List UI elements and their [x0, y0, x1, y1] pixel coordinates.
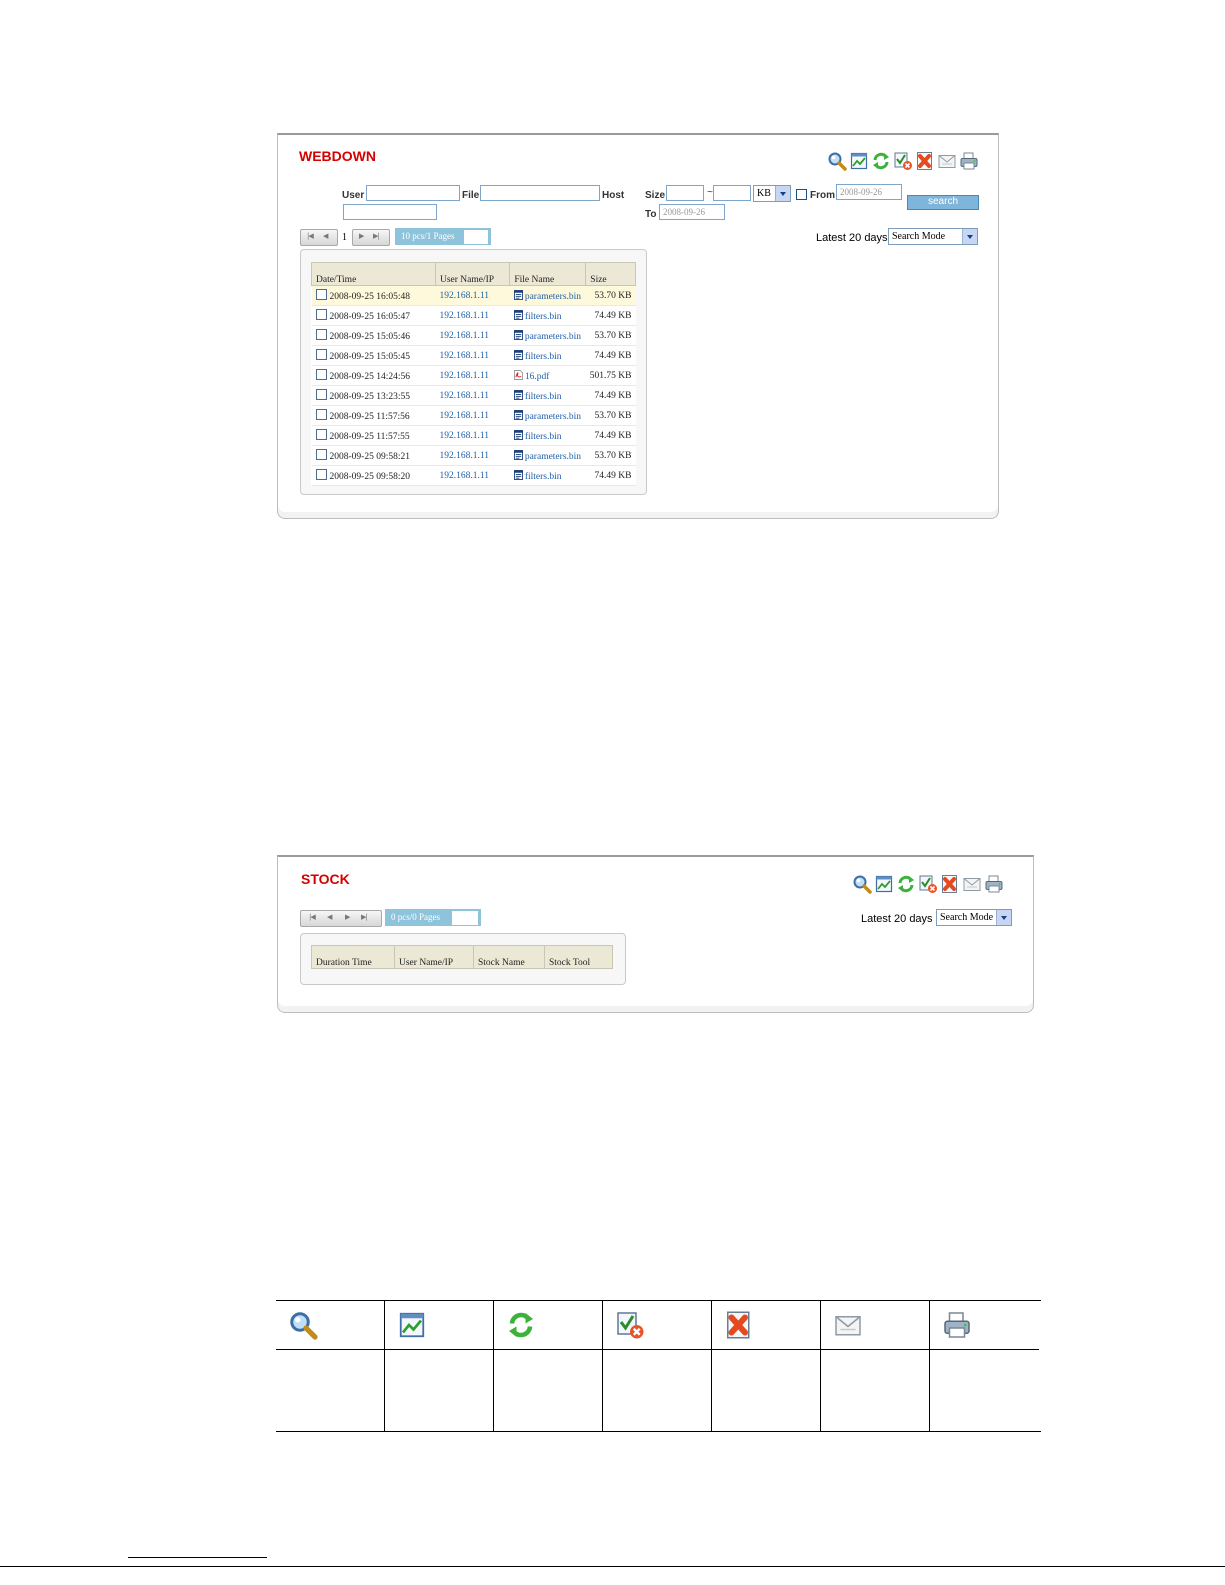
size-max-input[interactable] [713, 185, 751, 201]
footnote-separator [128, 1557, 267, 1558]
print-icon[interactable] [959, 151, 979, 171]
row-checkbox[interactable] [316, 289, 327, 300]
column-header[interactable]: File Name [510, 263, 586, 286]
refresh-icon[interactable] [871, 151, 891, 171]
column-header[interactable]: Size [586, 263, 636, 286]
page-info [385, 909, 481, 926]
refresh-icon[interactable] [896, 874, 916, 894]
filename-cell [510, 466, 586, 486]
datetime-text: 2008-09-25 11:57:56 [329, 412, 410, 422]
filename-cell [510, 326, 586, 346]
page-jump-input[interactable] [463, 229, 489, 245]
results-grid-frame [300, 249, 647, 495]
legend-description-cell [494, 1349, 603, 1431]
chevron-down-icon [775, 186, 790, 201]
ip-cell [435, 446, 509, 466]
search-icon[interactable] [827, 151, 847, 171]
size-unit-value: KB [757, 188, 771, 199]
row-checkbox[interactable] [316, 369, 327, 380]
filename-link[interactable]: 16.pdf [524, 371, 550, 382]
search-icon [288, 1310, 318, 1340]
from-label: From [810, 190, 835, 201]
user-ip-link[interactable]: 192.168.1.11 [439, 430, 489, 441]
datetime-cell [312, 426, 436, 446]
stock-panel [277, 855, 1034, 1013]
datetime-text: 2008-09-25 15:05:46 [329, 332, 410, 342]
host-label: Host [602, 190, 625, 201]
column-header[interactable]: User Name/IP [395, 946, 474, 969]
ip-cell [435, 426, 509, 446]
document-file-icon [514, 310, 523, 320]
table-row[interactable] [312, 366, 636, 386]
size-cell: 53.70 KB [586, 326, 636, 346]
datetime-cell [312, 386, 436, 406]
datetime-text: 2008-09-25 09:58:21 [329, 452, 410, 462]
datetime-cell [312, 446, 436, 466]
filename-link[interactable]: filters.bin [524, 431, 562, 442]
size-cell: 53.70 KB [586, 406, 636, 426]
filename-link[interactable]: parameters.bin [524, 451, 582, 462]
filename-cell [510, 306, 586, 326]
icon-legend-table [276, 1300, 1041, 1432]
filename-link[interactable]: parameters.bin [524, 291, 582, 302]
delete-checked-icon[interactable] [918, 874, 938, 894]
prev-page-icon[interactable]: ◀ [323, 232, 328, 240]
document-file-icon [514, 390, 523, 400]
toolbar [827, 151, 979, 171]
column-header[interactable]: Stock Tool [545, 946, 613, 969]
file-input[interactable] [480, 185, 600, 201]
size-cell: 74.49 KB [586, 386, 636, 406]
filename-cell [510, 286, 586, 306]
results-grid-frame [300, 933, 626, 985]
legend-cell [494, 1301, 603, 1349]
pager-controls[interactable] [300, 910, 382, 927]
email-icon[interactable] [962, 874, 982, 894]
legend-description-cell [821, 1349, 930, 1431]
user-ip-link[interactable]: 192.168.1.11 [439, 310, 489, 321]
legend-cell [385, 1301, 494, 1349]
filename-link[interactable]: filters.bin [524, 391, 562, 402]
next-page-icon[interactable]: ▶ [359, 232, 364, 240]
page-info [395, 228, 491, 245]
last-page-icon[interactable]: ▶| [373, 232, 379, 240]
print-icon [942, 1310, 972, 1340]
datetime-text: 2008-09-25 13:23:55 [329, 392, 410, 402]
to-label: To [645, 209, 657, 220]
document-file-icon [514, 350, 523, 360]
chevron-down-icon [996, 910, 1011, 925]
document-file-icon [514, 450, 523, 460]
ip-cell [435, 306, 509, 326]
datetime-cell [312, 466, 436, 486]
pager-prev[interactable] [300, 229, 338, 246]
user-input[interactable] [366, 185, 460, 201]
table-row[interactable] [312, 346, 636, 366]
panel-title: STOCK [301, 871, 350, 887]
last-page-icon[interactable]: ▶| [361, 913, 367, 921]
size-label: Size [645, 190, 666, 201]
column-header[interactable]: Date/Time [312, 263, 436, 286]
user-ip-link[interactable]: 192.168.1.11 [439, 350, 489, 361]
legend-cell [712, 1301, 821, 1349]
legend-description-cell [276, 1349, 385, 1431]
table-row[interactable] [312, 306, 636, 326]
file-label: File [462, 190, 480, 201]
toolbar [852, 874, 1004, 894]
datetime-cell [312, 406, 436, 426]
email-icon [833, 1310, 863, 1340]
size-cell: 74.49 KB [586, 346, 636, 366]
search-button[interactable]: search [907, 195, 979, 210]
datetime-cell [312, 306, 436, 326]
size-cell: 501.75 KB [586, 366, 636, 386]
prev-page-icon[interactable]: ◀ [327, 913, 332, 921]
latest-days-label: Latest 20 days [816, 232, 888, 244]
ip-cell [435, 386, 509, 406]
user-ip-link[interactable]: 192.168.1.11 [439, 370, 489, 381]
delete-checked-icon [615, 1310, 645, 1340]
row-checkbox[interactable] [316, 349, 327, 360]
column-header[interactable]: Stock Name [474, 946, 545, 969]
size-cell: 74.49 KB [586, 426, 636, 446]
to-date-input[interactable]: 2008-09-26 [659, 204, 725, 220]
row-checkbox[interactable] [316, 409, 327, 420]
latest-days-label: Latest 20 days [861, 913, 933, 925]
size-cell: 53.70 KB [586, 446, 636, 466]
table-row[interactable] [312, 466, 636, 486]
page-jump-input[interactable] [451, 910, 479, 926]
document-file-icon [514, 470, 523, 480]
table-row[interactable] [312, 326, 636, 346]
column-header[interactable]: Duration Time [312, 946, 395, 969]
search-mode-select[interactable] [888, 228, 978, 245]
document-file-icon [514, 430, 523, 440]
panel-title: WEBDOWN [299, 148, 376, 164]
legend-description-cell [603, 1349, 712, 1431]
size-separator: ~ [707, 187, 713, 198]
size-unit-select[interactable] [753, 185, 791, 202]
table-header [312, 946, 613, 969]
filename-cell [510, 446, 586, 466]
user-ip-link[interactable]: 192.168.1.11 [439, 450, 489, 461]
chart-icon[interactable] [874, 874, 894, 894]
page-footer-rule [0, 1566, 1225, 1567]
table-row[interactable] [312, 406, 636, 426]
user-ip-link[interactable]: 192.168.1.11 [439, 410, 489, 421]
legend-cell [930, 1301, 1039, 1349]
next-page-icon[interactable]: ▶ [345, 913, 350, 921]
legend-cell [603, 1301, 712, 1349]
search-mode-value: Search Mode [940, 912, 994, 923]
ip-cell [435, 346, 509, 366]
datetime-text: 2008-09-25 16:05:47 [329, 312, 410, 322]
delete-all-icon[interactable] [915, 151, 935, 171]
results-table [311, 945, 613, 969]
from-date-input[interactable]: 2008-09-26 [836, 184, 902, 200]
row-checkbox[interactable] [316, 469, 327, 480]
user-ip-link[interactable]: 192.168.1.11 [439, 470, 489, 481]
table-row[interactable] [312, 286, 636, 306]
table-row[interactable] [312, 386, 636, 406]
filename-cell [510, 406, 586, 426]
date-filter-checkbox[interactable] [796, 189, 807, 200]
search-mode-value: Search Mode [892, 231, 946, 242]
chevron-down-icon [962, 229, 977, 244]
chart-icon[interactable] [849, 151, 869, 171]
legend-cell [821, 1301, 930, 1349]
legend-description-cell [930, 1349, 1039, 1431]
user-ip-link[interactable]: 192.168.1.11 [439, 390, 489, 401]
print-icon[interactable] [984, 874, 1004, 894]
page-number: 1 [342, 232, 347, 243]
row-checkbox[interactable] [316, 429, 327, 440]
user-ip-link[interactable]: 192.168.1.11 [439, 290, 489, 301]
table-header [312, 263, 636, 286]
user-ip-link[interactable]: 192.168.1.11 [439, 330, 489, 341]
delete-checked-icon[interactable] [893, 151, 913, 171]
ip-cell [435, 406, 509, 426]
pdf-file-icon [514, 370, 523, 380]
row-checkbox[interactable] [316, 449, 327, 460]
datetime-cell [312, 346, 436, 366]
delete-all-icon [724, 1310, 754, 1340]
ip-cell [435, 326, 509, 346]
filename-link[interactable]: parameters.bin [524, 411, 582, 422]
column-header[interactable]: User Name/IP [435, 263, 509, 286]
datetime-text: 2008-09-25 09:58:20 [329, 472, 410, 482]
legend-description-cell [385, 1349, 494, 1431]
datetime-cell [312, 326, 436, 346]
datetime-text: 2008-09-25 16:05:48 [329, 292, 410, 302]
page-info-text: 10 pcs/1 Pages [401, 231, 455, 241]
datetime-text: 2008-09-25 15:05:45 [329, 352, 410, 362]
chart-icon [397, 1310, 427, 1340]
ip-cell [435, 286, 509, 306]
filename-cell [510, 366, 586, 386]
filename-link[interactable]: filters.bin [524, 351, 562, 362]
ip-cell [435, 466, 509, 486]
row-checkbox[interactable] [316, 309, 327, 320]
refresh-icon [506, 1310, 536, 1340]
filename-cell [510, 426, 586, 446]
row-checkbox[interactable] [316, 389, 327, 400]
datetime-text: 2008-09-25 14:24:56 [329, 372, 410, 382]
filename-cell [510, 346, 586, 366]
ip-cell [435, 366, 509, 386]
user-label: User [342, 190, 365, 201]
webdown-panel [277, 133, 999, 519]
table-row[interactable] [312, 446, 636, 466]
search-mode-select[interactable] [936, 909, 1012, 926]
host-input[interactable] [343, 204, 437, 220]
size-cell: 53.70 KB [586, 286, 636, 306]
search-icon[interactable] [852, 874, 872, 894]
row-checkbox[interactable] [316, 329, 327, 340]
size-cell: 74.49 KB [586, 466, 636, 486]
datetime-text: 2008-09-25 11:57:55 [329, 432, 410, 442]
size-cell: 74.49 KB [586, 306, 636, 326]
legend-description-cell [712, 1349, 821, 1431]
first-page-icon[interactable]: |◀ [309, 913, 315, 921]
email-icon[interactable] [937, 151, 957, 171]
datetime-cell [312, 366, 436, 386]
document-file-icon [514, 290, 523, 300]
first-page-icon[interactable]: |◀ [307, 232, 313, 240]
filename-link[interactable]: filters.bin [524, 471, 562, 482]
results-table [311, 262, 636, 486]
page-info-text: 0 pcs/0 Pages [391, 912, 440, 922]
document-file-icon [514, 330, 523, 340]
legend-cell [276, 1301, 385, 1349]
datetime-cell [312, 286, 436, 306]
pager-next[interactable] [352, 229, 390, 246]
filename-link[interactable]: parameters.bin [524, 331, 582, 342]
filename-cell [510, 386, 586, 406]
delete-all-icon[interactable] [940, 874, 960, 894]
size-min-input[interactable] [666, 185, 704, 201]
filename-link[interactable]: filters.bin [524, 311, 562, 322]
document-file-icon [514, 410, 523, 420]
table-row[interactable] [312, 426, 636, 446]
